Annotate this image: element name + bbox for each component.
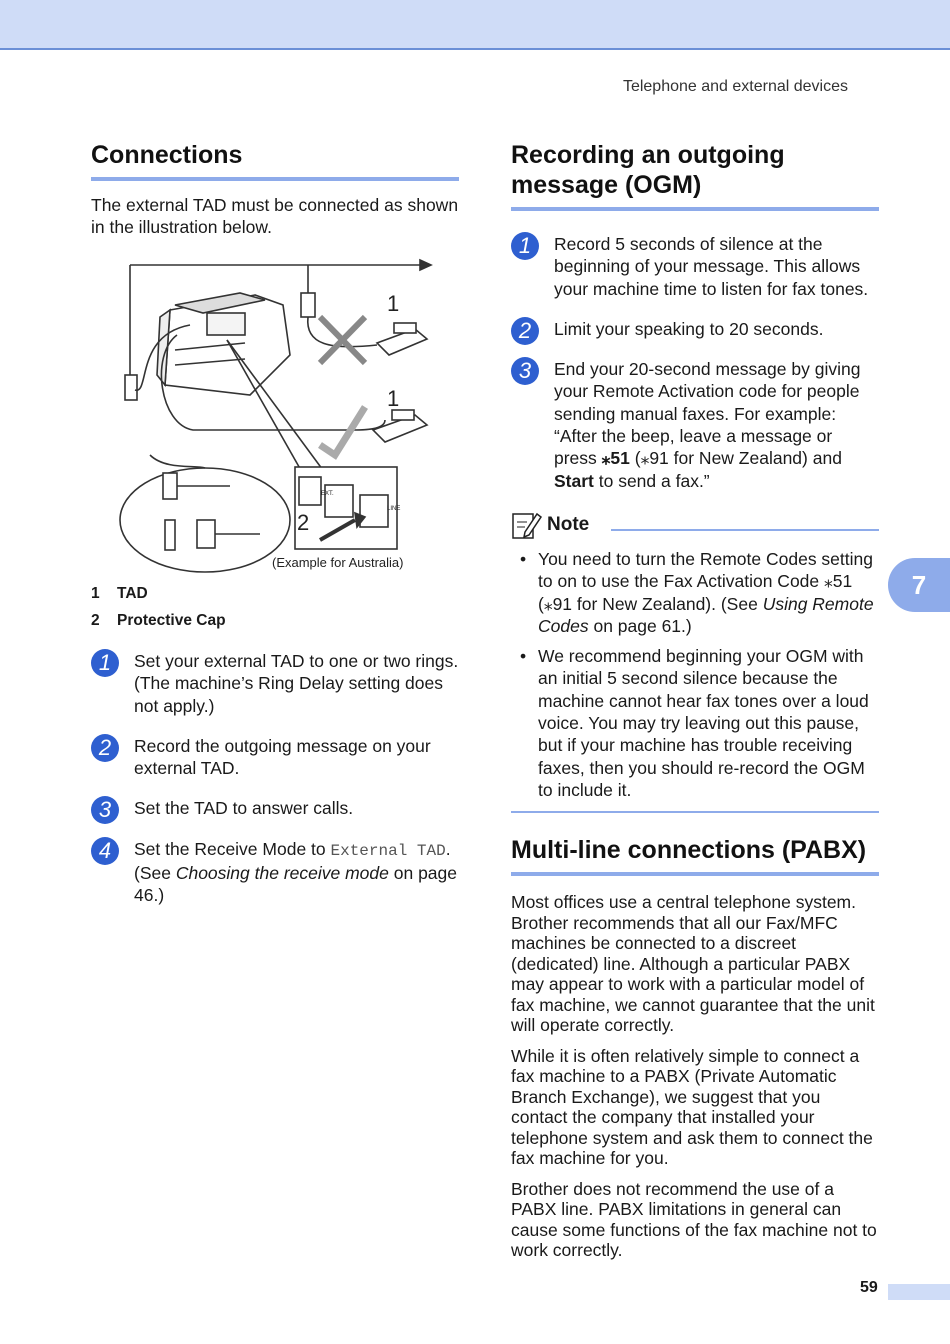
ogm-heading-line: Recording an outgoing xyxy=(511,141,785,169)
diagram-caption: (Example for Australia) xyxy=(272,555,404,570)
step-number-icon: 2 xyxy=(511,317,539,345)
heading-rule xyxy=(511,872,879,876)
step-text: Record 5 seconds of silence at the beginning of your message. This allows your machine time to listen for fax tones. xyxy=(554,234,869,299)
connection-diagram xyxy=(115,255,435,575)
chapter-tab: 7 xyxy=(888,558,950,612)
connections-intro: The external TAD must be connected as shown in the illustration below. xyxy=(91,195,459,238)
legend-label: Protective Cap xyxy=(117,612,226,629)
step-text: End your 20-second message by giving your Remote Activation code for people sending manual faxes. For example: “After the beep, leave a message or press xyxy=(554,359,861,469)
ogm-heading xyxy=(511,140,879,200)
step-number-icon: 4 xyxy=(91,837,119,865)
step-text: to send a fax.” xyxy=(593,470,710,491)
ogm-steps xyxy=(511,233,879,492)
note-header xyxy=(511,510,879,540)
ogm-section xyxy=(511,140,879,1271)
step-number-icon: 1 xyxy=(511,232,539,260)
legend-label: TAD xyxy=(117,585,148,602)
pabx-section xyxy=(511,835,879,1261)
page-number: 59 xyxy=(860,1279,878,1296)
cross-reference: Using Remote Codes xyxy=(538,593,874,636)
step-text: on page 46.) xyxy=(134,863,457,906)
step-text: Record the outgoing message on your external TAD. xyxy=(134,735,431,779)
menu-value: External TAD xyxy=(330,841,446,860)
note-rule xyxy=(611,529,879,531)
step-text: (⁎91 for New Zealand) and xyxy=(629,448,842,469)
step-1 xyxy=(91,650,459,717)
heading-rule xyxy=(511,207,879,211)
page-number-band xyxy=(888,1284,950,1300)
diagram-label-cap: 2 xyxy=(297,510,310,535)
legend-item xyxy=(91,585,459,603)
diagram-ext-label: EXT. xyxy=(321,491,334,497)
step-text: Limit your speaking to 20 seconds. xyxy=(554,318,824,339)
heading-rule xyxy=(91,177,459,181)
key-name: Start xyxy=(554,470,594,491)
step-text: Set the TAD to answer calls. xyxy=(134,798,354,819)
note-bullet: • We recommend beginning your OGM with an initial 5 second silence because the machine cannot hear fax tones over a loud voice. You may try leaving out this pause, but if your machine has trouble receiving faxes, then you should re-record the OGM to include it. xyxy=(511,645,879,801)
pabx-paragraph: Brother does not recommend the use of a PABX line. PABX limitations in general can cause some functions of the fax machine not to work correctly. xyxy=(511,1178,877,1261)
step-number-icon: 3 xyxy=(91,796,119,824)
step-2 xyxy=(511,317,879,343)
connections-steps xyxy=(91,650,459,925)
note-title: Note xyxy=(547,513,590,535)
code-text: ⁎51 xyxy=(601,448,630,469)
step-3 xyxy=(91,797,459,823)
step-number-icon: 1 xyxy=(91,649,119,677)
step-3 xyxy=(511,358,879,492)
pabx-paragraph: Most offices use a central telephone system. Brother recommends that all our Fax/MFC machines be connected to a discreet (dedicated) line. Although a particular PABX may appear to work with a particular model of fax machine, we cannot guarantee that the unit will operate correctly. xyxy=(511,892,875,1036)
legend-number: 1 xyxy=(91,585,100,602)
connections-heading: Connections xyxy=(91,141,243,169)
pabx-paragraph: While it is often relatively simple to connect a fax machine to a PABX (Private Automatic Branch Exchange), we suggest that you contact the company that installed your telephone system and ask them to connect the fax machine for you. xyxy=(511,1045,873,1169)
step-4 xyxy=(91,838,459,907)
diagram-label-tad-1: 1 xyxy=(387,291,400,316)
legend-number: 2 xyxy=(91,612,100,629)
step-number-icon: 2 xyxy=(91,734,119,762)
step-1 xyxy=(511,233,879,300)
step-number-icon: 3 xyxy=(511,357,539,385)
pabx-heading: Multi-line connections (PABX) xyxy=(511,836,867,865)
note-bottom-rule xyxy=(511,811,879,813)
note-text: You need to turn the Remote Codes setting to on to use the Fax Activation Code ⁎51 (⁎91 for New Zealand). (See xyxy=(538,548,873,614)
cross-reference: Choosing the receive mode xyxy=(175,863,389,884)
note-text: on page 61.) xyxy=(588,615,692,636)
top-band xyxy=(0,0,950,50)
legend-item xyxy=(91,612,459,630)
running-header: Telephone and external devices xyxy=(622,78,848,95)
step-text: Set your external TAD to one or two rings. (The machine’s Ring Delay setting does not apply.) xyxy=(134,651,459,716)
step-2 xyxy=(91,735,459,780)
diagram-label-tad-2: 1 xyxy=(387,386,400,411)
diagram-line-label: LINE xyxy=(387,506,401,512)
ogm-heading-line: message (OGM) xyxy=(511,171,702,199)
step-text: Set the Receive Mode to xyxy=(134,838,331,859)
connections-section xyxy=(91,140,459,239)
step-text: . (See xyxy=(134,838,451,884)
note-bullet xyxy=(511,548,879,637)
legend xyxy=(91,585,459,639)
note-pencil-icon xyxy=(511,510,543,540)
